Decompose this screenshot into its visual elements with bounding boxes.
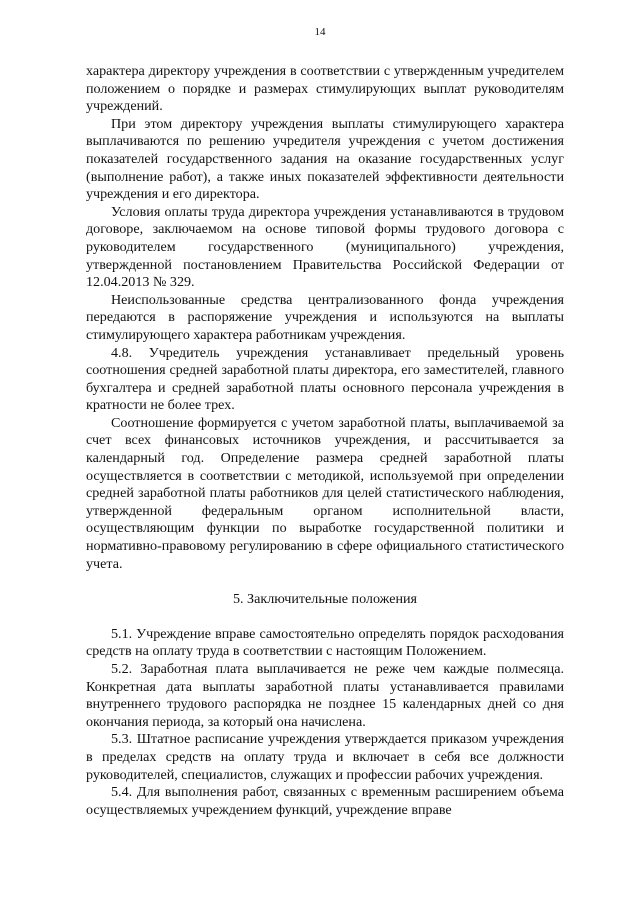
paragraph-5-2: 5.2. Заработная плата выплачивается не реже чем каждые полмесяца. Конкретная дата выплаты заработной платы устанавливается правилами внутреннего трудового распорядка не позднее 15 календарных дней со дня окончания периода, за который она начислена.: [86, 661, 564, 730]
paragraph-5-4: 5.4. Для выполнения работ, связанных с временным расширением объема осуществляемых учреждением функций, учреждение вправе: [86, 784, 564, 818]
paragraph-unused-funds: Неиспользованные средства централизованного фонда учреждения передаются в распоряжение учреждения и используются на выплаты стимулирующего характера работникам учреждения.: [86, 291, 564, 343]
section-5-title: 5. Заключительные положения: [232, 591, 418, 608]
paragraph-4-8: 4.8. Учредитель учреждения устанавливает предельный уровень соотношения средней заработной платы директора, его заместителей, главного бухгалтера и средней заработной платы основного персонала учреждения в кратности не более трех.: [86, 344, 564, 414]
paragraph-ratio: Соотношение формируется с учетом заработной платы, выплачиваемой за счет всех финансовых источников учреждения, и рассчитывается за календарный год. Определение размера средней заработной платы осуществляется в соответствии с методикой, используемой при определении средней заработной платы работников для целей статистического наблюдения, утвержденной федеральным органом исполнительной власти, осуществляющим функции по выработке государственной политики и нормативно-правовому регулированию в сфере официального статистического учета.: [86, 414, 564, 572]
paragraph-director-bonuses: При этом директору учреждения выплаты стимулирующего характера выплачиваются по решению учредителя учреждения с учетом достижения показателей государственного задания на оказание государственных услуг (выполнение работ), а также иных показателей эффективности деятельности учреждения и его директора.: [86, 115, 564, 203]
paragraph-director-contract: Условия оплаты труда директора учреждения устанавливаются в трудовом договоре, заключаемом на основе типовой формы трудового договора с руководителем государственного (муниципального) учреждения, утвержденной постановлением Правительства Российской Федерации от 12.04.2013 № 329.: [86, 203, 564, 291]
paragraph-5-3: 5.3. Штатное расписание учреждения утверждается приказом учреждения в пределах средств на оплату труда и включает в себя все должности руководителей, специалистов, служащих и профессии рабочих учреждения.: [86, 731, 564, 783]
document-body: [86, 63, 564, 819]
paragraph-continued: характера директору учреждения в соответствии с утвержденным учредителем положением о порядке и размерах стимулирующих выплат руководителям учреждений.: [86, 63, 564, 115]
paragraph-5-1: 5.1. Учреждение вправе самостоятельно определять порядок расходования средств на оплату труда в соответствии с настоящим Положением.: [86, 625, 564, 660]
page-number: 14: [314, 26, 326, 38]
